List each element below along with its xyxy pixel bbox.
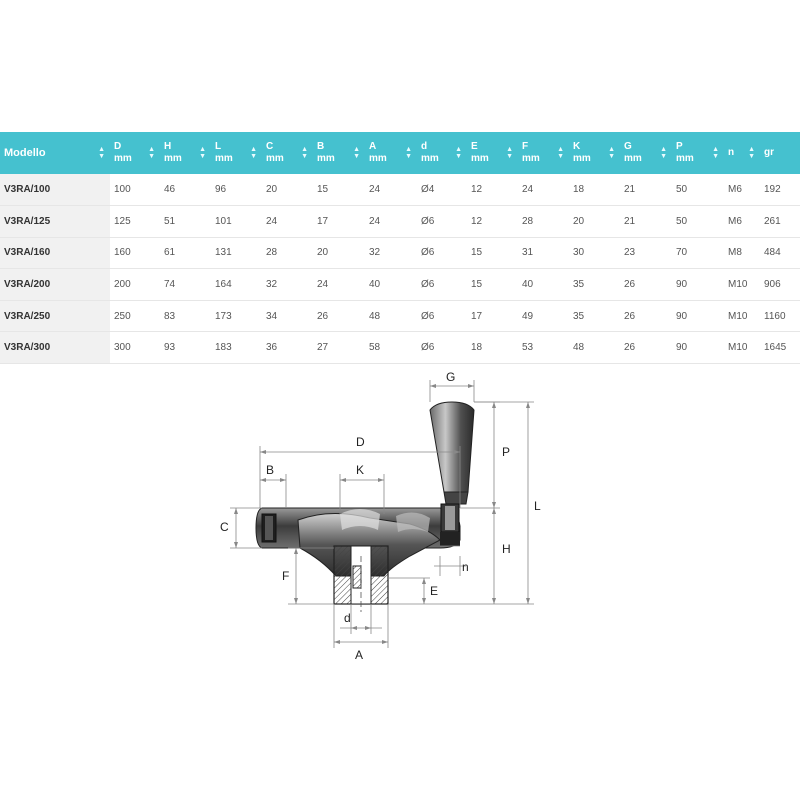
column-header-unit: mm xyxy=(676,153,694,164)
column-header[interactable] xyxy=(211,132,262,174)
label-a: A xyxy=(355,648,364,660)
sort-icon[interactable]: ▲ ▼ xyxy=(199,146,206,160)
table-cell: 18 xyxy=(573,184,585,196)
table-cell: 46 xyxy=(164,184,176,196)
column-header-unit: mm xyxy=(522,153,540,164)
sort-icon[interactable]: ▲ ▼ xyxy=(353,146,360,160)
table-cell: 160 xyxy=(114,247,131,259)
table-cell: 32 xyxy=(266,279,278,291)
table-cell: 192 xyxy=(764,184,781,196)
column-header-unit: mm xyxy=(624,153,642,164)
table-cell: 48 xyxy=(369,310,381,322)
table-cell: 32 xyxy=(369,247,381,259)
sort-icon[interactable]: ▲ ▼ xyxy=(405,146,412,160)
model-cell: V3RA/300 xyxy=(0,332,110,364)
table-cell: 28 xyxy=(522,215,534,227)
table-cell: 20 xyxy=(317,247,329,259)
table-cell: 183 xyxy=(215,342,232,354)
table-cell: Ø6 xyxy=(421,310,435,322)
model-cell: V3RA/125 xyxy=(0,206,110,238)
label-l: L xyxy=(534,499,541,513)
table-cell: 131 xyxy=(215,247,232,259)
column-header[interactable] xyxy=(365,132,417,174)
table-cell: 200 xyxy=(114,279,131,291)
table-cell: M10 xyxy=(728,342,748,354)
table-cell: 24 xyxy=(317,279,329,291)
table-cell: 35 xyxy=(573,310,585,322)
table-cell: 36 xyxy=(266,342,278,354)
table-cell: Ø6 xyxy=(421,279,435,291)
table-cell: 35 xyxy=(573,279,585,291)
label-k: K xyxy=(356,463,365,477)
sort-icon[interactable]: ▲ ▼ xyxy=(148,146,155,160)
spec-table xyxy=(0,132,800,364)
label-e: E xyxy=(430,584,439,598)
table-cell: 50 xyxy=(676,215,688,227)
column-header-unit: gr xyxy=(764,147,774,158)
table-row xyxy=(0,237,800,269)
column-header-label: C xyxy=(266,141,274,152)
table-cell: 101 xyxy=(215,215,232,227)
table-cell: 125 xyxy=(114,215,131,227)
column-header[interactable] xyxy=(110,132,160,174)
column-header[interactable] xyxy=(672,132,724,174)
table-cell: 18 xyxy=(471,342,483,354)
table-cell: 24 xyxy=(522,184,534,196)
sort-icon[interactable]: ▲ ▼ xyxy=(250,146,257,160)
label-p: P xyxy=(502,445,511,459)
label-f: F xyxy=(282,569,290,583)
table-cell: 96 xyxy=(215,184,227,196)
column-header[interactable] xyxy=(518,132,569,174)
table-cell: 40 xyxy=(369,279,381,291)
column-header-label: E xyxy=(471,141,478,152)
table-cell: 20 xyxy=(573,215,585,227)
table-cell: 31 xyxy=(522,247,534,259)
table-cell: 1645 xyxy=(764,342,787,354)
label-n: n xyxy=(462,560,469,574)
table-row xyxy=(0,269,800,301)
column-header-unit: mm xyxy=(369,153,387,164)
table-body xyxy=(0,174,800,364)
label-c: C xyxy=(220,520,229,534)
table-cell: 61 xyxy=(164,247,176,259)
table-cell: 50 xyxy=(676,184,688,196)
label-h: H xyxy=(502,542,511,556)
table-cell: 173 xyxy=(215,310,232,322)
table-cell: Ø6 xyxy=(421,247,435,259)
table-cell: 48 xyxy=(573,342,585,354)
label-d-small: d xyxy=(344,611,351,625)
table-cell: 15 xyxy=(471,279,483,291)
column-header-unit: mm xyxy=(215,153,233,164)
table-cell: 100 xyxy=(114,184,131,196)
column-header-label: F xyxy=(522,141,529,152)
table-cell: 51 xyxy=(164,215,176,227)
column-header[interactable] xyxy=(160,132,211,174)
hub-section xyxy=(334,546,388,612)
table-cell: 250 xyxy=(114,310,131,322)
table-cell: M10 xyxy=(728,310,748,322)
table-cell: M10 xyxy=(728,279,748,291)
table-cell: 90 xyxy=(676,310,688,322)
label-g: G xyxy=(446,370,456,384)
table-cell: 164 xyxy=(215,279,232,291)
table-cell: 83 xyxy=(164,310,176,322)
table-cell: 24 xyxy=(369,215,381,227)
table-cell: 1160 xyxy=(764,310,786,322)
model-cell: V3RA/250 xyxy=(0,300,110,332)
column-header-modello[interactable] xyxy=(0,132,110,174)
table-header-row xyxy=(0,132,800,174)
column-header-label: L xyxy=(215,141,222,152)
column-header[interactable] xyxy=(262,132,313,174)
column-header-label: P xyxy=(676,141,683,152)
table-cell: 28 xyxy=(266,247,278,259)
table-row xyxy=(0,332,800,364)
table-row xyxy=(0,174,800,206)
table-cell: M6 xyxy=(728,215,742,227)
column-header-unit: mm xyxy=(573,153,591,164)
table-cell: 74 xyxy=(164,279,176,291)
label-d: D xyxy=(356,435,365,449)
column-header-unit: mm xyxy=(164,153,182,164)
table-cell: 30 xyxy=(573,247,585,259)
column-header-label: n xyxy=(728,147,735,158)
table-cell: Ø6 xyxy=(421,215,435,227)
table-row xyxy=(0,300,800,332)
label-b: B xyxy=(266,463,275,477)
sort-icon[interactable]: ▲ ▼ xyxy=(608,146,615,160)
table-cell: 20 xyxy=(266,184,278,196)
table-cell: Ø4 xyxy=(421,184,435,196)
table-cell: 49 xyxy=(522,310,534,322)
column-header-label: d xyxy=(421,141,428,152)
table-cell: 93 xyxy=(164,342,176,354)
table-cell: 15 xyxy=(317,184,329,196)
sort-icon[interactable]: ▲ ▼ xyxy=(455,146,462,160)
sort-icon[interactable]: ▲ ▼ xyxy=(660,146,667,160)
table-cell: 23 xyxy=(624,247,636,259)
column-header-unit: mm xyxy=(266,153,284,164)
table-cell: M6 xyxy=(728,184,742,196)
table-cell: 24 xyxy=(266,215,278,227)
table-row xyxy=(0,206,800,238)
column-header-label: B xyxy=(317,141,325,152)
column-header[interactable] xyxy=(467,132,518,174)
model-cell: V3RA/100 xyxy=(0,174,110,206)
model-cell: V3RA/160 xyxy=(0,237,110,269)
column-header-label: K xyxy=(573,141,581,152)
column-header-unit: mm xyxy=(317,153,335,164)
table-cell: 26 xyxy=(317,310,329,322)
sort-icon[interactable]: ▲ ▼ xyxy=(712,146,719,160)
column-header[interactable] xyxy=(620,132,672,174)
table-cell: 90 xyxy=(676,279,688,291)
column-header[interactable] xyxy=(760,132,800,174)
table-cell: 17 xyxy=(471,310,483,322)
column-header[interactable] xyxy=(417,132,467,174)
table-cell: Ø6 xyxy=(421,342,435,354)
column-header[interactable] xyxy=(724,132,760,174)
table-cell: 17 xyxy=(317,215,329,227)
column-header[interactable] xyxy=(569,132,620,174)
table-cell: 15 xyxy=(471,247,483,259)
sort-icon[interactable]: ▲ ▼ xyxy=(506,146,513,160)
column-header-unit: mm xyxy=(471,153,489,164)
table-cell: 12 xyxy=(471,215,483,227)
table-cell: 40 xyxy=(522,279,534,291)
sort-icon[interactable]: ▲ ▼ xyxy=(98,146,105,160)
sort-icon[interactable]: ▲ ▼ xyxy=(557,146,564,160)
table-cell: 21 xyxy=(624,184,636,196)
table-cell: 26 xyxy=(624,342,636,354)
table-cell: M8 xyxy=(728,247,742,259)
column-header-unit: mm xyxy=(421,153,439,164)
model-cell: V3RA/200 xyxy=(0,269,110,301)
table-cell: 70 xyxy=(676,247,688,259)
table-cell: 58 xyxy=(369,342,381,354)
column-header-label: D xyxy=(114,141,122,152)
column-header-label: H xyxy=(164,141,172,152)
table-cell: 24 xyxy=(369,184,381,196)
column-header-label: Modello xyxy=(4,147,46,159)
table-cell: 90 xyxy=(676,342,688,354)
table-cell: 906 xyxy=(764,279,781,291)
table-cell: 21 xyxy=(624,215,636,227)
column-header-label: A xyxy=(369,141,377,152)
table-cell: 12 xyxy=(471,184,483,196)
sort-icon[interactable]: ▲ ▼ xyxy=(301,146,308,160)
table-cell: 300 xyxy=(114,342,131,354)
table-cell: 26 xyxy=(624,310,636,322)
column-header-label: G xyxy=(624,141,632,152)
column-header-unit: mm xyxy=(114,153,132,164)
column-header[interactable] xyxy=(313,132,365,174)
table-cell: 27 xyxy=(317,342,329,354)
table-cell: 53 xyxy=(522,342,534,354)
table-cell: 261 xyxy=(764,215,781,227)
table-cell: 26 xyxy=(624,279,636,291)
sort-icon[interactable]: ▲ ▼ xyxy=(748,146,755,160)
handwheel-technical-drawing xyxy=(0,360,800,660)
table-cell: 34 xyxy=(266,310,278,322)
table-cell: 484 xyxy=(764,247,781,259)
